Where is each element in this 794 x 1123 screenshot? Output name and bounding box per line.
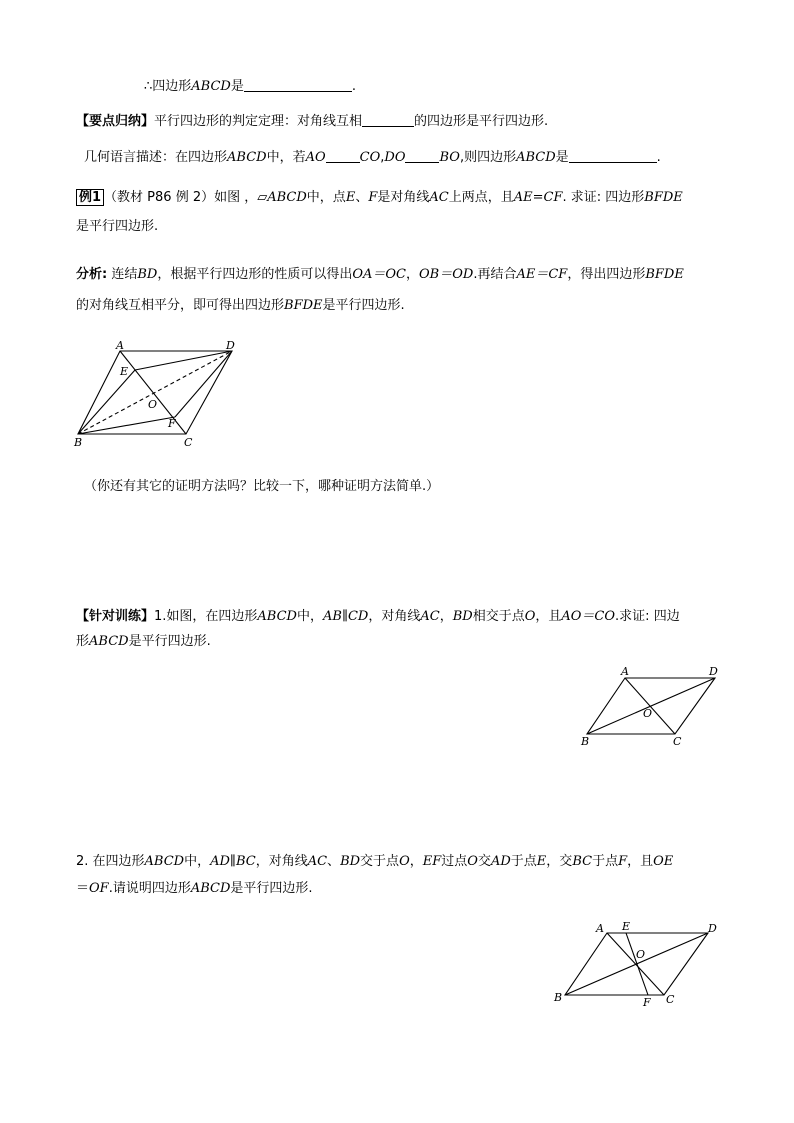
label-d: D [709,665,718,678]
label-o: O [148,398,158,411]
label-c: C [184,436,193,449]
answer-blank [405,149,439,163]
training-line1: 【针对训练】1.如图，在四边形ABCD中，AB∥CD，对角线AC，BD相交于点O，且AO＝CO.求证: 四边 [76,609,680,624]
analysis-line2: 的对角线互相平分，即可得出四边形BFDE是平行四边形. [76,298,405,313]
problem-2-line2: ＝OF.请说明四边形ABCD是平行四边形. [76,881,313,896]
label-c: C [673,735,682,748]
diagonal-ac [120,351,186,434]
label-c: C [666,993,675,1006]
label-d: D [226,339,235,352]
method-question: （你还有其它的证明方法吗？比较一下，哪种证明方法简单.） [84,479,440,494]
geometric-description: 几何语言描述：在四边形ABCD中，若AO CO,DO BO,则四边形ABCD是 . [84,150,661,165]
answer-blank [362,113,414,127]
analysis-tag: 分析: [76,267,108,282]
label-d: D [708,922,717,935]
training-line2: 形ABCD是平行四边形. [76,634,211,649]
label-a: A [621,665,629,678]
example-1-line1: 例1 （教材 P86 例 2）如图 ，▱ABCD中，点E、F是对角线AC上两点，且AE=CF. 求证: 四边形BFDE [76,189,683,207]
answer-blank [569,149,657,163]
label-a: A [596,922,604,935]
key-point-summary: 【要点归纳】平行四边形的判定定理：对角线互相 的四边形是平行四边形. [76,114,549,129]
label-e: E [120,365,129,378]
segment-bf [78,417,175,434]
label-a: A [116,339,124,352]
therefore-symbol: ∴ [144,79,153,94]
figure-1-parallelogram [70,338,260,450]
answer-blank [326,149,360,163]
label-f: F [168,417,176,430]
answer-blank [244,78,352,92]
problem-2-line1: 2. 在四边形ABCD中，AD∥BC，对角线AC、BD交于点O，EF过点O交AD于点E，交BC于点F，且OE [76,854,674,869]
label-f: F [643,996,651,1009]
label-o: O [643,707,653,720]
conclusion-line: ∴四边形ABCD是 . [144,79,357,94]
label-e: E [622,920,631,933]
figure-2-parallelogram [575,665,730,750]
training-tag: 【针对训练】 [76,609,155,624]
analysis-line1: 分析: 连结BD，根据平行四边形的性质可以得出OA＝OC，OB＝OD.再结合AE＝CF，得出四边形BFDE [76,267,684,282]
example-tag: 例1 [76,189,104,206]
figure-3-parallelogram [550,918,725,1013]
segment-ef [626,933,648,995]
label-o: O [636,948,646,961]
segment-be [78,370,135,434]
label-b: B [74,436,83,449]
example-1-line2: 是平行四边形. [76,219,159,234]
label-b: B [581,735,590,748]
label-b: B [554,991,563,1004]
summary-tag: 【要点归纳】 [76,114,155,129]
